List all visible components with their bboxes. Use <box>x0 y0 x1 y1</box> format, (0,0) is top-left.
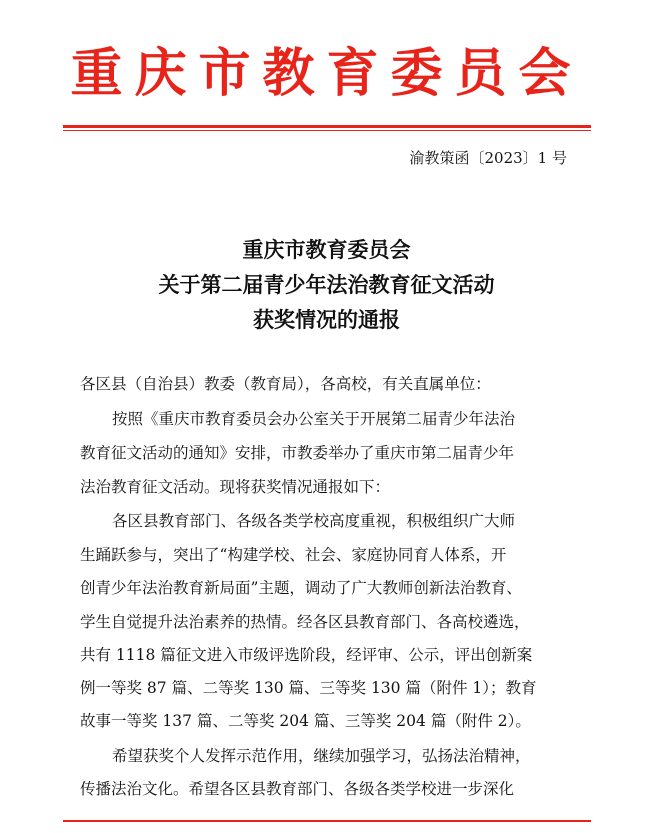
body-line: 共有 1118 篇征文进入市级评选阶段，经评审、公示，评出创新案 <box>80 646 533 664</box>
body-line: 法治教育征文活动。现将获奖情况通报如下： <box>80 478 391 496</box>
document-number: 渝教策函〔2023〕1 号 <box>409 149 567 167</box>
body-line: 教育征文活动的通知》安排，市教委举办了重庆市第二届青少年 <box>80 444 515 462</box>
masthead-org-name: 重庆市教育委员会 <box>70 43 583 104</box>
masthead-rule-thick <box>63 125 591 128</box>
body-line: 创青少年法治教育新局面”主题，调动了广大教师创新法治教育、 <box>80 579 522 597</box>
body-line: 传播法治文化。希望各区县教育部门、各级各类学校进一步深化 <box>80 780 515 798</box>
document-title-line-3: 获奖情况的通报 <box>253 307 400 332</box>
body-line: 例一等奖 87 篇、二等奖 130 篇、三等奖 130 篇（附件 1）；教育 <box>80 679 537 697</box>
document-title-line-1: 重庆市教育委员会 <box>242 237 411 262</box>
document-title-line-2: 关于第二届青少年法治教育征文活动 <box>158 272 495 297</box>
masthead-rule-thin <box>63 130 591 131</box>
body-line: 生踊跃参与，突出了“构建学校、社会、家庭协同育人体系，开 <box>80 546 507 564</box>
page-bottom-rule <box>63 820 591 822</box>
salutation: 各区县（自治县）教委（教育局），各高校，有关直属单位： <box>80 375 491 393</box>
body-line: 希望获奖个人发挥示范作用，继续加强学习，弘扬法治精神， <box>112 747 531 765</box>
body-line: 学生自觉提升法治素养的热情。经各区县教育部门、各高校遴选， <box>80 613 530 631</box>
body-line: 各区县教育部门、各级各类学校高度重视，积极组织广大师 <box>112 512 516 530</box>
body-line: 故事一等奖 137 篇、二等奖 204 篇、三等奖 204 篇（附件 2）。 <box>80 712 531 730</box>
body-line: 按照《重庆市教育委员会办公室关于开展第二届青少年法治 <box>112 410 516 428</box>
